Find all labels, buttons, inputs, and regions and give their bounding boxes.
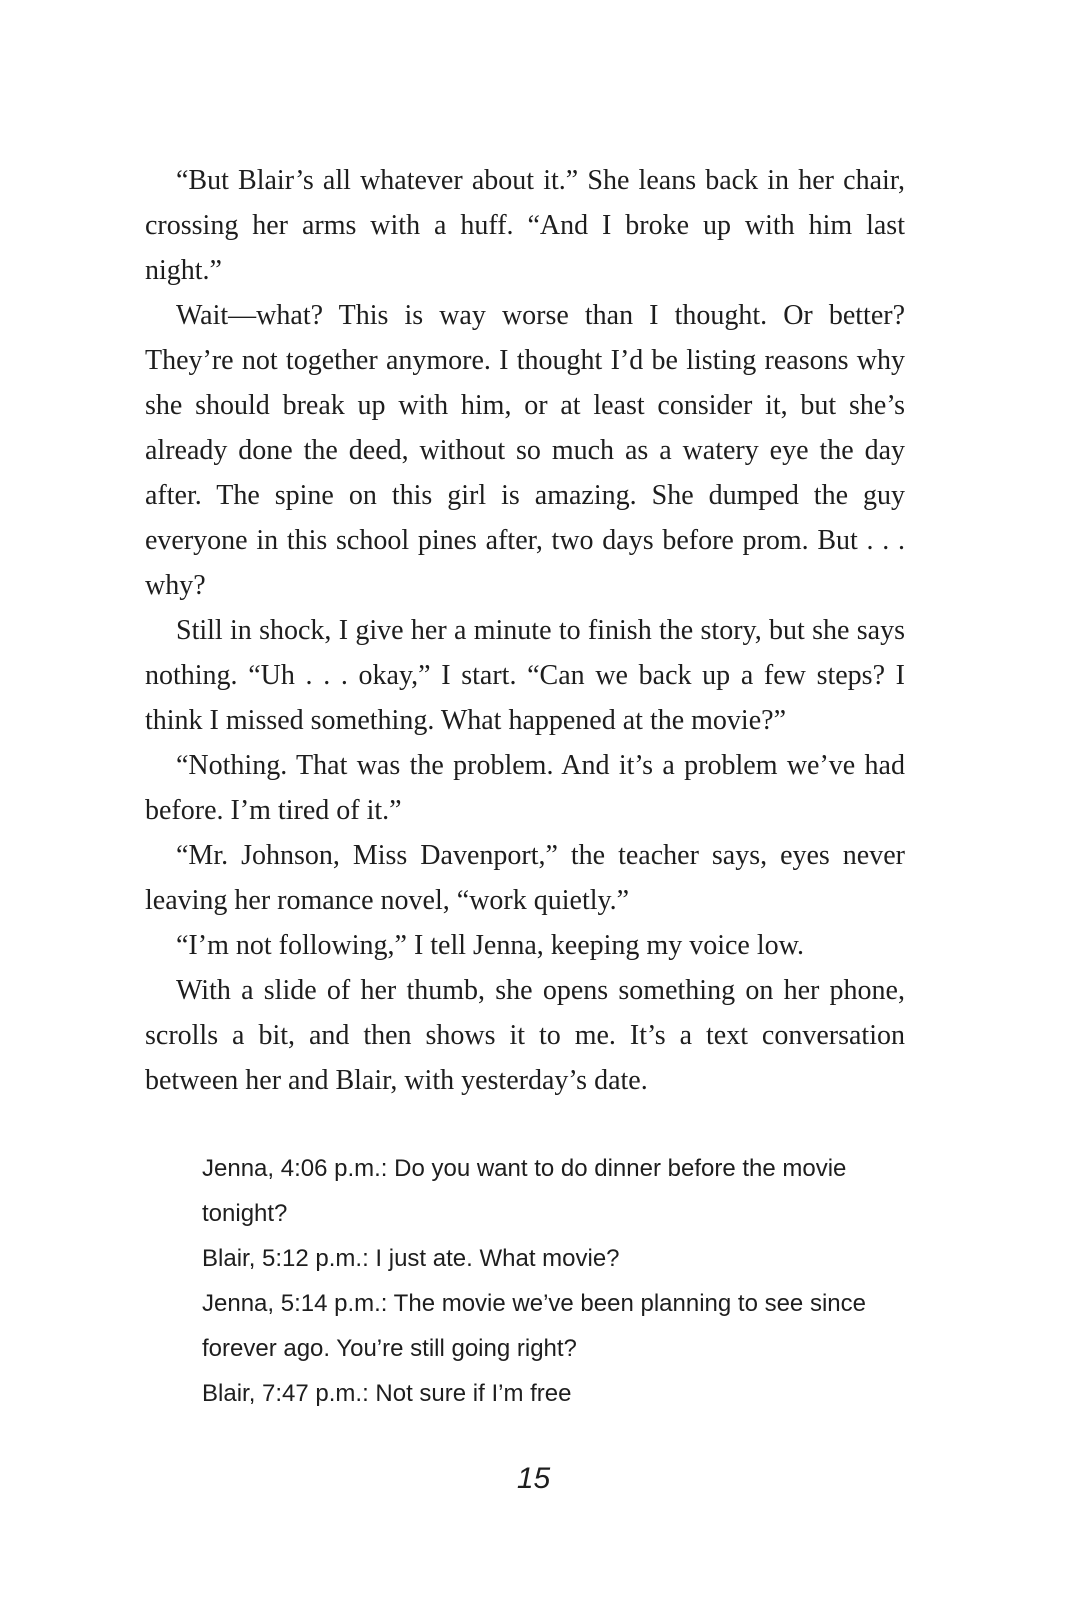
paragraph: Wait—what? This is way worse than I thought. Or better? They’re not together anymore. I thought I’d be listing reasons why she should break up with him, or at least consider it, but she’s already done the deed, without so much as a watery eye the day after. The spine on this girl is amazing. She dumped the guy everyone in this school pines after, two days before prom. But . . . why?: [145, 300, 905, 601]
paragraph: “Mr. Johnson, Miss Davenport,” the teacher says, eyes never leaving her romance novel, “work quietly.”: [145, 840, 905, 916]
text-message: Blair, 7:47 p.m.: Not sure if I’m free: [202, 1380, 572, 1407]
paragraph: “I’m not following,” I tell Jenna, keeping my voice low.: [176, 930, 805, 961]
text-message: Jenna, 5:14 p.m.: The movie we’ve been planning to see since forever ago. You’re still going right?: [202, 1290, 866, 1362]
paragraph: With a slide of her thumb, she opens something on her phone, scrolls a bit, and then shows it to me. It’s a text conversation between her and Blair, with yesterday’s date.: [145, 975, 905, 1096]
paragraph: “But Blair’s all whatever about it.” She leans back in her chair, crossing her arms with a huff. “And I broke up with him last night.”: [145, 165, 905, 286]
text-message: Blair, 5:12 p.m.: I just ate. What movie?: [202, 1245, 620, 1272]
text-message-log: [202, 1146, 912, 1416]
paragraph: Still in shock, I give her a minute to finish the story, but she says nothing. “Uh . . . okay,” I start. “Can we back up a few steps? I think I missed something. What happened at the movie?”: [145, 615, 905, 736]
text-message: Jenna, 4:06 p.m.: Do you want to do dinner before the movie tonight?: [202, 1155, 847, 1227]
body-text: [145, 158, 905, 1103]
page-number: 15: [516, 1462, 551, 1495]
paragraph: “Nothing. That was the problem. And it’s a problem we’ve had before. I’m tired of it.”: [145, 750, 905, 826]
